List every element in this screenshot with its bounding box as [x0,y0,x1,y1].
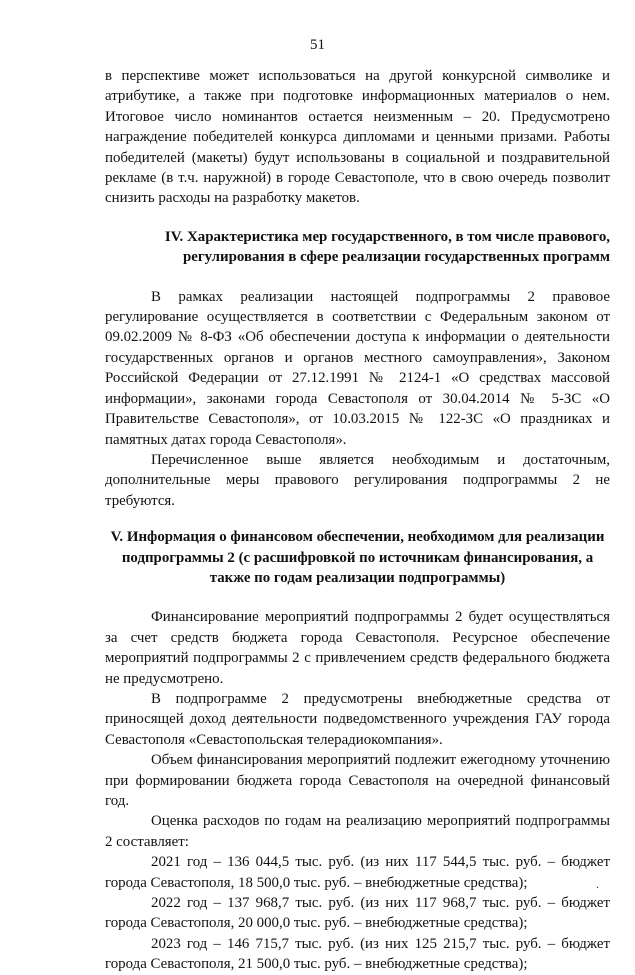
section-v-heading: V. Информация о финансовом обеспечении, необходимом для реализации подпрограммы 2 (с расшифровкой по источникам финансирования, а также по годам реализации подпрограммы) [110,529,605,586]
page-content [105,66,610,975]
section-v-paragraph-4: Оценка расходов по годам на реализацию мероприятий подпрограммы 2 составляет: [105,813,610,850]
section-iv-paragraph-1: В рамках реализации настоящей подпрограммы 2 правовое регулирование осуществляется в соответствии с Федеральным законом от 09.02.2009 № 8-ФЗ «Об обеспечении доступа к информации о деятельности государственных органов и органов местного самоуправления», Законом Российской Федерации от 27.12.1991 № 2124-1 «О средствах массовой информации», законами города Севастополя от 30.04.2014 № 5-ЗС «О Правительстве Севастополя», от 10.03.2015 № 122-ЗС «О праздниках и памятных датах города Севастополя». [105,288,610,448]
budget-2023: 2023 год – 146 715,7 тыс. руб. (из них 125 215,7 тыс. руб. – бюджет города Севастополя, 21 500,0 тыс. руб. – внебюджетные средства); [105,935,610,973]
page-number: 51 [310,37,325,53]
budget-2022: 2022 год – 137 968,7 тыс. руб. (из них 117 968,7 тыс. руб. – бюджет города Севастополя, 20 000,0 тыс. руб. – внебюджетные средства); [105,895,610,932]
section-v-paragraph-1: Финансирование мероприятий подпрограммы 2 будет осуществляться за счет средств бюджета города Севастополя. Ресурсное обеспечение мероприятий подпрограммы 2 с привлечением средств федерального бюджета не предусмотрено. [105,609,610,687]
section-iv-paragraph-2: Перечисленное выше является необходимым и достаточным, дополнительные меры правового регулирования подпрограммы 2 не требуются. [105,451,610,509]
paragraph-continuation: в перспективе может использоваться на другой конкурсной символике и атрибутике, а также при подготовке информационных материалов о нем. Итоговое число номинантов остается неизменным – 20. Предусмотрено награждение победителей конкурса дипломами и ценными призами. Работы победителей (макеты) будут использованы в социальной и поздравительной рекламе (в т.ч. наружной) в городе Севастополе, что в свою очередь позволит снизить расходы на разработку макетов. [105,68,610,207]
section-v-paragraph-2: В подпрограмме 2 предусмотрены внебюджетные средства от приносящей доход деятельности подведомственного учреждения ГАУ города Севастополя «Севастопольская телерадиокомпания». [105,690,610,748]
footer-mark: . [596,877,599,891]
budget-2021: 2021 год – 136 044,5 тыс. руб. (из них 117 544,5 тыс. руб. – бюджет города Севастополя, 18 500,0 тыс. руб. – внебюджетные средства); [105,854,610,891]
section-v-paragraph-3: Объем финансирования мероприятий подлежит ежегодному уточнению при формировании бюджета города Севастополя на очередной финансовый год. [105,752,610,809]
section-iv-heading: IV. Характеристика мер государственного, в том числе правового, регулирования в сфере реализации государственных программ [164,228,610,266]
